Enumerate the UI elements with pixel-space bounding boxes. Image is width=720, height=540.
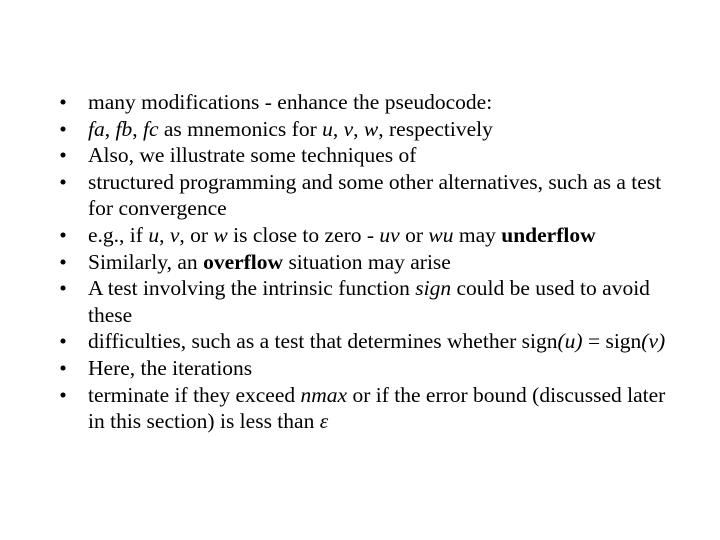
bullet-dot-icon: • [59, 249, 67, 274]
text-run: difficulties, such as a test that determines whether sign [88, 329, 558, 354]
bullet-text [88, 170, 661, 221]
text-run: A test involving the intrinsic function [88, 276, 416, 301]
bullet-dot-icon: • [59, 355, 67, 380]
text-run: as mnemonics for [158, 116, 323, 141]
bullet-dot-icon: • [59, 382, 67, 407]
bullet-dot-icon: • [59, 169, 67, 194]
bullet-item [56, 142, 676, 169]
bullet-dot-icon: • [59, 329, 67, 354]
italic-term: w [213, 222, 228, 247]
text-run: many modifications - enhance the pseudocode: [88, 90, 493, 114]
text-run: , [132, 116, 143, 141]
bullet-text [88, 223, 596, 247]
italic-term: (u) [557, 329, 583, 354]
italic-term: fb [115, 116, 133, 141]
bullet-text [88, 117, 493, 141]
text-run: = sign [582, 329, 642, 354]
text-run: , [332, 116, 344, 141]
text-run: , [104, 116, 116, 141]
bullet-list [56, 89, 676, 435]
italic-term: fc [142, 116, 159, 141]
text-run: , [353, 116, 364, 141]
bullet-item [56, 222, 676, 249]
italic-term: w [363, 116, 379, 141]
text-run: , or [179, 222, 214, 247]
bullet-text [88, 143, 416, 167]
bullet-item [56, 355, 676, 382]
italic-term: v [169, 222, 180, 247]
italic-term: ε [319, 409, 329, 434]
bullet-item [56, 169, 676, 222]
text-run: Here, the iterations [88, 355, 253, 380]
bullet-dot-icon: • [59, 143, 67, 168]
italic-term: nmax [300, 382, 348, 407]
text-run: terminate if they exceed [88, 382, 301, 407]
text-run: , respectively [378, 116, 493, 141]
bold-term: overflow [203, 249, 284, 274]
bullet-text [88, 329, 665, 353]
text-run: or [399, 222, 429, 247]
italic-term: sign [415, 276, 452, 301]
bullet-text [88, 383, 665, 434]
italic-term: (v) [641, 329, 666, 354]
bullet-item [56, 89, 676, 116]
text-run: or if the error bound (discussed later in this section) is less than [88, 382, 666, 434]
bullet-dot-icon: • [59, 116, 67, 141]
bold-term: underflow [501, 222, 596, 247]
italic-term: u [148, 222, 160, 247]
italic-term: fa [88, 116, 105, 141]
bullet-item [56, 116, 676, 143]
bullet-item [56, 328, 676, 355]
italic-term: v [343, 116, 354, 141]
bullet-text [88, 250, 451, 274]
italic-term: uv [379, 222, 400, 247]
bullet-item [56, 382, 676, 435]
bullet-dot-icon: • [59, 276, 67, 301]
bullet-dot-icon: • [59, 90, 67, 114]
italic-term: u [322, 116, 333, 141]
text-run: e.g., if [88, 222, 149, 247]
bullet-item [56, 249, 676, 276]
bullet-dot-icon: • [59, 222, 67, 247]
bullet-item [56, 275, 676, 328]
italic-term: wu [428, 222, 454, 247]
bullet-text [88, 90, 492, 114]
text-run: may [453, 222, 502, 247]
text-run: situation may arise [283, 249, 451, 274]
bullet-text [88, 356, 252, 380]
text-run: , [159, 222, 170, 247]
bullet-text [88, 276, 650, 327]
text-run: could be used to avoid these [88, 276, 650, 327]
text-run: Also, we illustrate some techniques of [88, 143, 417, 168]
text-run: Similarly, an [88, 249, 204, 274]
text-run: structured programming and some other alternatives, such as a test for convergence [88, 169, 662, 221]
text-run: is close to zero - [227, 222, 380, 247]
